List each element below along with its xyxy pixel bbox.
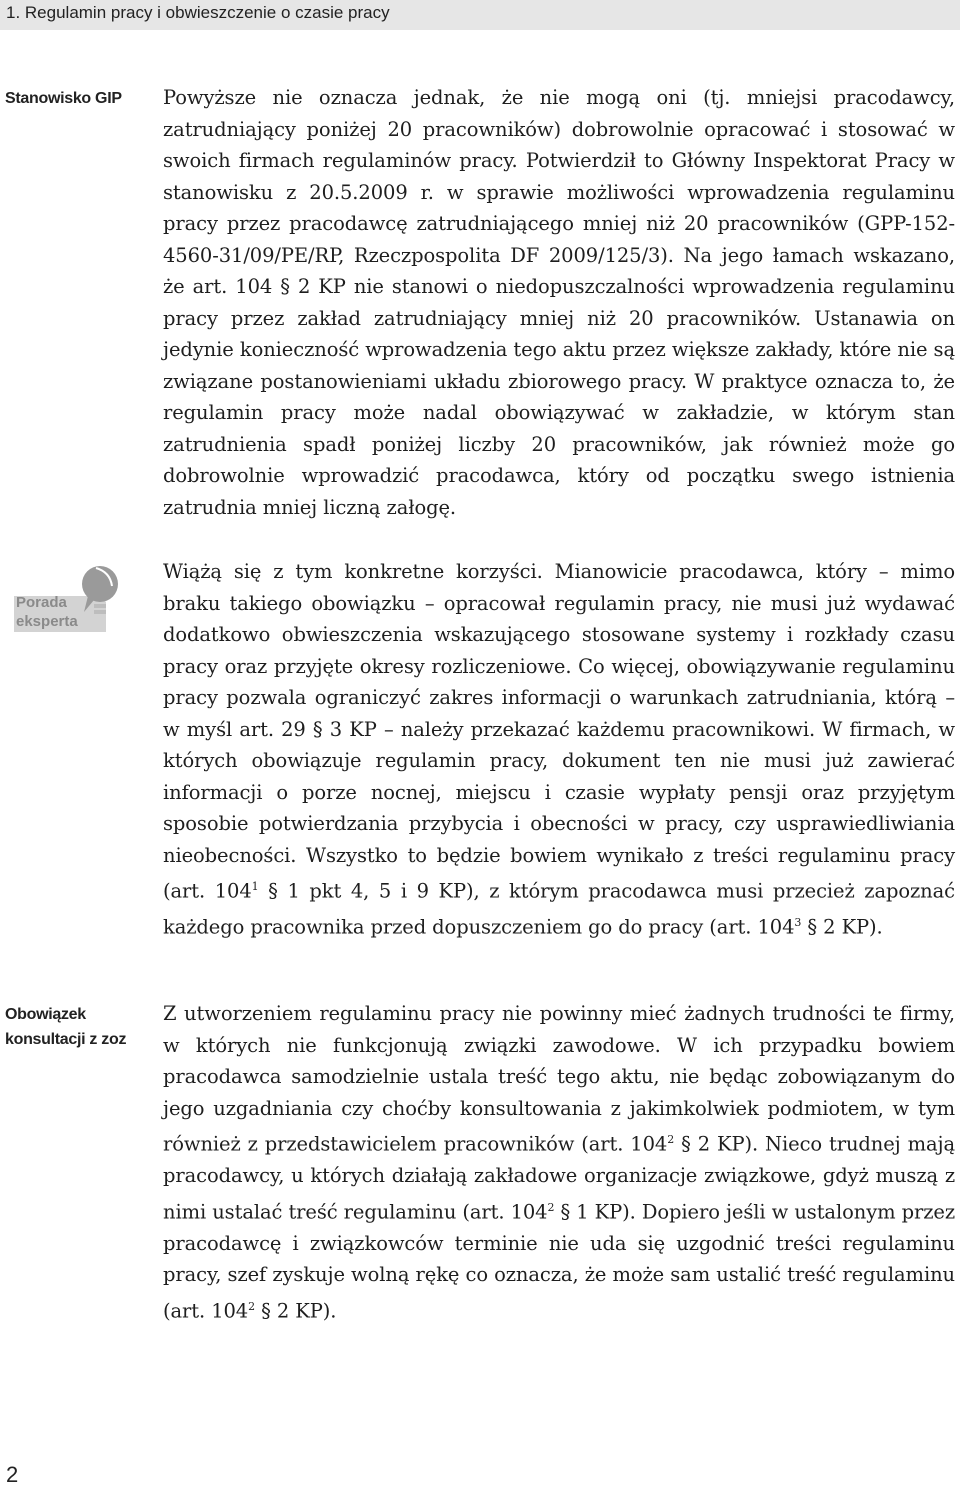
margin-label-zoz: Obowiązek konsultacji z zoz [5, 1006, 127, 1048]
paragraph-union-consultation: Z utworzeniem regulaminu pracy nie powinny mieć żadnych trudności te firmy, w których nie funkcjonują związki zawodowe. W ich przypadku bowiem pracodawca samodzielnie ustala treść tego aktu, nie będąc zobowiązanym do jego uzgadniania czy choćby konsultowania z jakimkolwiek podmiotem, w tym również z przedstawicielem pracowników (art. $104^2$ § 2 KP). Nieco trudnej mają pracodawcy, u których działają zakładowe organizacje związkowe, gdyż muszą z nimi ustalać treść regulaminu (art. $104^2$ § 1 KP). Dopiero jeśli w ustalonym przez pracodawcę i związkowców terminie nie uda się uzgodnić treści regulaminu pracy, szef zyskuje wolną rękę co oznacza, że może sam ustalić treść regulaminu (art. $104^2$ § 2 KP). [163, 1002, 955, 1322]
paragraph-benefits: Wiążą się z tym konkretne korzyści. Mianowicie pracodawca, który – mimo braku takiego obowiązku – opracował regulamin pracy, nie musi już wydawać dodatkowo obwieszczenia wskazującego stosowane systemy i rozkłady czasu pracy oraz przyjęte okresy rozliczeniowe. Co więcej, obowiązywanie regulaminu pracy pozwala ograniczyć zakres informacji o warunkach zatrudniania, którą – w myśl art. 29 § 3 KP – należy przekazać każdemu pracownikowi. W firmach, w których obowiązuje regulamin pracy, dokument ten nie musi już zawierać informacji o porze nocnej, miejscu i czasie wypłaty pensji oraz przyjętym sposobie potwierdzania przybycia i obecności w pracy, czy usprawiedliwiania nieobecności. Wszystko to będzie bowiem wynikało z treści regulaminu pracy (art. $104^1$ § 1 pkt 4, 5 i 9 KP), z którym pracodawca musi przecież zapoznać każdego pracownika przed dopuszczeniem go do pracy (art. $104^3$ § 2 KP). [163, 560, 955, 939]
expert-tip-label: Porada eksperta [16, 594, 78, 630]
chapter-title: 1. Regulamin pracy i obwieszczenie o czasie pracy [6, 3, 390, 22]
paragraph-gip-position: Powyższe nie oznacza jednak, że nie mogą oni (tj. mniejsi pracodawcy, zatrudniający poniżej 20 pracowników) dobrowolnie opracować i stosować w swoich firmach regulaminów pracy. Potwierdził to Główny Inspektorat Pracy w stanowisku z 20.5.2009 r. w sprawie możliwości wprowadzenia regulaminu pracy przez pracodawcę zatrudniającego mniej niż 20 pracowników (GPP-152-4560-31/09/PE/RP, Rzeczpospolita DF 2009/125/3). Na jego łamach wskazano, że art. 104 § 2 KP nie stanowi o niedopuszczalności wprowadzenia regulaminu pracy przez zakład zatrudniający mniej niż 20 pracowników. Ustanawia on jedynie konieczność wprowadzenia tego aktu przez większe zakłady, które nie są związane postanowieniami układu zbiorowego pracy. W praktyce oznacza to, że regulamin pracy może nadal obowiązywać w zakładzie, w którym stan zatrudnienia spadł poniżej liczby 20 pracowników, jak również może go dobrowolnie wprowadzić pracodawca, który od początku swego istnienia zatrudnia mniej liczną załogę. [163, 86, 955, 519]
page-number: 2 [6, 1462, 19, 1487]
margin-label-gip: Stanowisko GIP [5, 90, 122, 107]
running-header [0, 0, 960, 30]
